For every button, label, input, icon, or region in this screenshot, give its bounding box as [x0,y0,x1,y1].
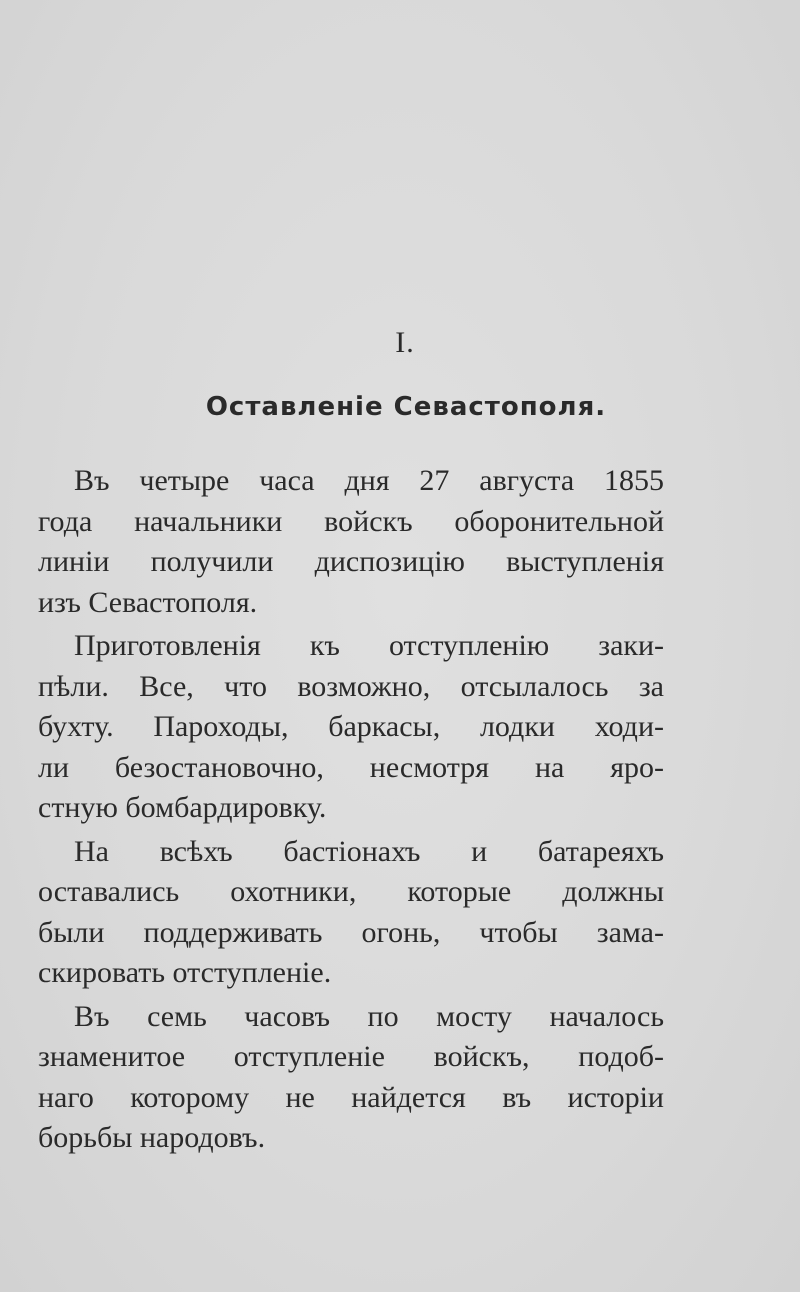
text-line: Въ семь часовъ по мосту началось [74,999,664,1033]
text-line: пѣли. Все, что возможно, отсылалось за [38,669,664,703]
paragraph-4 [38,997,664,1159]
paragraph-2 [38,626,664,829]
text-line: изъ Севастополя. [38,585,258,619]
text-line: наго которому не найдется въ исторіи [38,1080,664,1114]
chapter-title: Оставленіе Севастополя. [205,392,607,422]
paragraph-1 [38,461,664,623]
chapter-number: I. [395,326,415,359]
text-line: Приготовленія къ отступленію заки- [74,629,664,662]
text-line: стную бомбардировку. [38,791,327,824]
text-line: ли безостановочно, несмотря на яро- [38,750,664,784]
text-line: года начальники войскъ оборонительной [38,504,664,538]
body-text [38,461,664,1162]
text-line: знаменитое отступленіе войскъ, подоб- [38,1040,664,1073]
text-line: скировать отступленіе. [38,956,332,989]
text-line: линіи получили диспозицію выступленія [38,545,664,578]
text-line: оставались охотники, которые должны [38,875,664,908]
paragraph-3 [38,832,664,994]
text-line: борьбы народовъ. [38,1121,266,1154]
text-line: На всѣхъ бастіонахъ и батареяхъ [74,834,664,868]
text-line: были поддерживать огонь, чтобы зама- [38,915,664,949]
text-line: Въ четыре часа дня 27 августа 1855 [74,464,664,497]
text-line: бухту. Пароходы, баркасы, лодки ходи- [38,710,664,743]
